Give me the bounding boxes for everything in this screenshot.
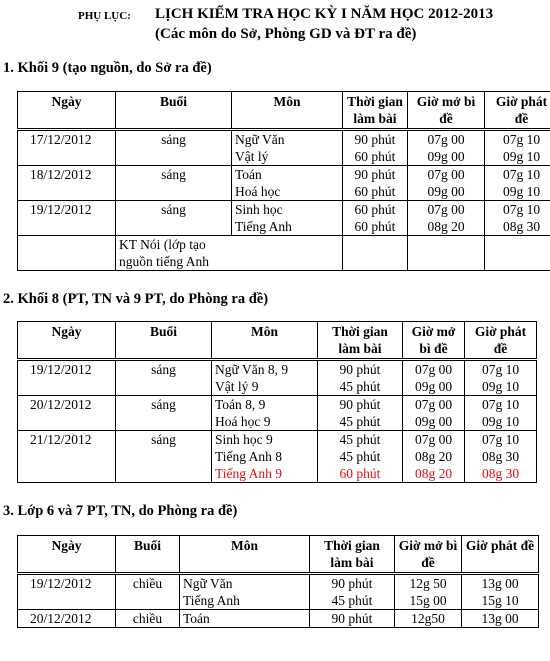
- header-subject: Môn: [212, 322, 318, 360]
- session-cell: sáng: [116, 431, 212, 483]
- open-time-line: 07g 00: [427, 202, 465, 217]
- header-duration: Thời gian làm bài: [318, 322, 403, 360]
- subject-line: Hoá học: [235, 184, 281, 199]
- note-issue-cell: [485, 236, 550, 271]
- section-3-title: 3. Lớp 6 và 7 PT, TN, do Phòng ra đề): [3, 503, 238, 519]
- date-cell: 19/12/2012: [18, 360, 116, 396]
- subject-cell: [212, 396, 318, 431]
- open-time-line: 07g 00: [427, 167, 465, 182]
- duration-line: 60 phút: [354, 149, 396, 164]
- issue-time-line: 07g 10: [502, 132, 541, 147]
- issue-time-line: 07g 10: [481, 432, 520, 447]
- open-time-line: 08g 20: [427, 219, 465, 234]
- table-row: [18, 201, 550, 236]
- subject-line: Ngữ Văn: [235, 132, 285, 147]
- table-row: [18, 130, 550, 166]
- note-open-cell: [408, 236, 485, 271]
- issue-time-line: 07g 10: [481, 362, 520, 377]
- section-2-title: 2. Khối 8 (PT, TN và 9 PT, do Phòng ra đề): [3, 291, 269, 307]
- subject-cell: [232, 130, 343, 166]
- issue-time-line: 09g 10: [481, 414, 520, 429]
- issue-time-line: 09g 10: [502, 184, 541, 199]
- issue-time-cell: [485, 201, 550, 236]
- issue-time-cell: [485, 130, 550, 166]
- header-open-time: Giờ mở bì đề: [408, 92, 485, 130]
- date-cell: 20/12/2012: [18, 610, 116, 628]
- subject-cell: [180, 574, 310, 610]
- open-time-line: 09g 00: [414, 379, 453, 394]
- subject-line: Toán 8, 9: [215, 397, 266, 412]
- subject-line: Ngữ Văn 8, 9: [215, 362, 289, 377]
- open-time-line: 08g 20: [414, 466, 453, 481]
- issue-time-line: 08g 30: [481, 466, 520, 481]
- duration-line: 60 phút: [354, 219, 396, 234]
- session-cell: sáng: [116, 166, 232, 201]
- subject-cell: [232, 201, 343, 236]
- table-row: [18, 236, 550, 271]
- table-header-row: [18, 92, 550, 130]
- speaking-test-note: KT Nói (lớp tạo nguồn tiếng Anh: [116, 236, 343, 271]
- header-date: Ngày: [18, 536, 116, 574]
- duration-line: 45 phút: [339, 414, 381, 429]
- date-cell: 19/12/2012: [18, 201, 116, 236]
- document-header: [0, 6, 550, 42]
- issue-time-line: 13g 00: [481, 576, 519, 591]
- subject-line: Toán: [183, 611, 210, 626]
- issue-time-line: 07g 10: [502, 167, 541, 182]
- duration-line: 45 phút: [331, 593, 373, 608]
- open-time-line: 15g 00: [409, 593, 447, 608]
- issue-time-cell: [465, 396, 537, 431]
- document-title: LỊCH KIỂM TRA HỌC KỲ I NĂM HỌC 2012-2013: [155, 6, 494, 22]
- issue-time-line: 08g 30: [502, 219, 541, 234]
- issue-time-cell: [462, 574, 539, 610]
- duration-line: 45 phút: [339, 449, 381, 464]
- date-cell: 19/12/2012: [18, 574, 116, 610]
- duration-line: 90 phút: [354, 132, 396, 147]
- note-duration-cell: [343, 236, 408, 271]
- issue-time-cell: [465, 360, 537, 396]
- subject-line: Tiếng Anh: [235, 219, 292, 234]
- date-cell: 17/12/2012: [18, 130, 116, 166]
- open-time-cell: [403, 431, 465, 483]
- duration-cell: [318, 360, 403, 396]
- session-cell: sáng: [116, 130, 232, 166]
- subject-line: Tiếng Anh 9: [215, 466, 283, 481]
- duration-line: 90 phút: [339, 397, 381, 412]
- duration-cell: [343, 201, 408, 236]
- table-row: [18, 166, 550, 201]
- table-header-row: [18, 322, 537, 360]
- open-time-line: 07g 00: [414, 362, 453, 377]
- subject-line: Tiếng Anh 8: [215, 449, 283, 464]
- header-issue-time: Giờ phát đề: [485, 92, 550, 130]
- issue-time-line: 09g 10: [481, 379, 520, 394]
- subject-cell: [232, 166, 343, 201]
- issue-time-cell: [462, 610, 539, 628]
- header-date: Ngày: [18, 92, 116, 130]
- duration-cell: [343, 130, 408, 166]
- table-row: [18, 574, 539, 610]
- header-duration: Thời gian làm bài: [310, 536, 395, 574]
- issue-time-line: 07g 10: [502, 202, 541, 217]
- open-time-cell: [403, 396, 465, 431]
- schedule-table-grade-8: [17, 321, 537, 483]
- header-issue-time: Giờ phát đề: [462, 536, 539, 574]
- header-session: Buổi: [116, 322, 212, 360]
- duration-cell: [310, 574, 395, 610]
- header-subject: Môn: [180, 536, 310, 574]
- table-row: [18, 396, 537, 431]
- table-row: [18, 360, 537, 396]
- session-cell: sáng: [116, 396, 212, 431]
- subject-cell: [212, 360, 318, 396]
- header-session: Buổi: [116, 92, 232, 130]
- subject-cell: [180, 610, 310, 628]
- open-time-line: 12g50: [411, 611, 445, 626]
- table-header-row: [18, 536, 539, 574]
- table-row: [18, 610, 539, 628]
- subject-line: Toán: [235, 167, 262, 182]
- table-row: [18, 431, 537, 483]
- issue-time-line: 15g 10: [481, 593, 519, 608]
- open-time-line: 07g 00: [414, 397, 453, 412]
- duration-line: 90 phút: [339, 362, 381, 377]
- issue-time-line: 07g 10: [481, 397, 520, 412]
- duration-line: 45 phút: [339, 379, 381, 394]
- date-cell: 21/12/2012: [18, 431, 116, 483]
- open-time-cell: [408, 166, 485, 201]
- subject-line: Sinh học: [235, 202, 283, 217]
- open-time-cell: [395, 610, 462, 628]
- issue-time-cell: [465, 431, 537, 483]
- session-cell: sáng: [116, 201, 232, 236]
- header-date: Ngày: [18, 322, 116, 360]
- subject-line: Vật lý 9: [215, 379, 259, 394]
- date-cell: 18/12/2012: [18, 166, 116, 201]
- subject-line: Hoá học 9: [215, 414, 271, 429]
- header-open-time: Giờ mở bì đề: [395, 536, 462, 574]
- duration-line: 90 phút: [354, 167, 396, 182]
- header-session: Buổi: [116, 536, 180, 574]
- session-cell: sáng: [116, 360, 212, 396]
- duration-line: 90 phút: [331, 611, 373, 626]
- open-time-line: 12g 50: [409, 576, 447, 591]
- schedule-table-grade-6-7: [17, 535, 539, 628]
- duration-cell: [318, 396, 403, 431]
- duration-cell: [318, 431, 403, 483]
- issue-time-line: 13g 00: [481, 611, 519, 626]
- header-issue-time: Giờ phát đề: [465, 322, 537, 360]
- open-time-line: 09g 00: [414, 414, 453, 429]
- subject-line: Tiếng Anh: [183, 593, 240, 608]
- appendix-label: PHỤ LỤC:: [78, 10, 131, 22]
- duration-line: 60 phút: [354, 184, 396, 199]
- session-cell: chiều: [116, 574, 180, 610]
- document-subtitle: (Các môn do Sở, Phòng GD và ĐT ra đề): [155, 26, 417, 42]
- open-time-line: 07g 00: [427, 132, 465, 147]
- header-duration: Thời gian làm bài: [343, 92, 408, 130]
- open-time-cell: [408, 130, 485, 166]
- subject-line: Ngữ Văn: [183, 576, 233, 591]
- section-1-title: 1. Khối 9 (tạo nguồn, do Sở ra đề): [3, 60, 212, 76]
- note-date-cell: [18, 236, 116, 271]
- open-time-cell: [403, 360, 465, 396]
- duration-cell: [343, 166, 408, 201]
- schedule-table-grade-9: [17, 91, 550, 271]
- duration-line: 60 phút: [354, 202, 396, 217]
- duration-line: 45 phút: [339, 432, 381, 447]
- duration-line: 60 phút: [339, 466, 381, 481]
- issue-time-line: 09g 10: [502, 149, 541, 164]
- open-time-cell: [408, 201, 485, 236]
- open-time-line: 09g 00: [427, 149, 465, 164]
- header-open-time: Giờ mở bì đề: [403, 322, 465, 360]
- open-time-line: 08g 20: [414, 449, 453, 464]
- issue-time-line: 08g 30: [481, 449, 520, 464]
- header-subject: Môn: [232, 92, 343, 130]
- subject-cell: [212, 431, 318, 483]
- session-cell: chiều: [116, 610, 180, 628]
- subject-line: Vật lý: [235, 149, 269, 164]
- open-time-line: 07g 00: [414, 432, 453, 447]
- subject-line: Sinh học 9: [215, 432, 273, 447]
- date-cell: 20/12/2012: [18, 396, 116, 431]
- open-time-cell: [395, 574, 462, 610]
- duration-line: 90 phút: [331, 576, 373, 591]
- duration-cell: [310, 610, 395, 628]
- open-time-line: 09g 00: [427, 184, 465, 199]
- issue-time-cell: [485, 166, 550, 201]
